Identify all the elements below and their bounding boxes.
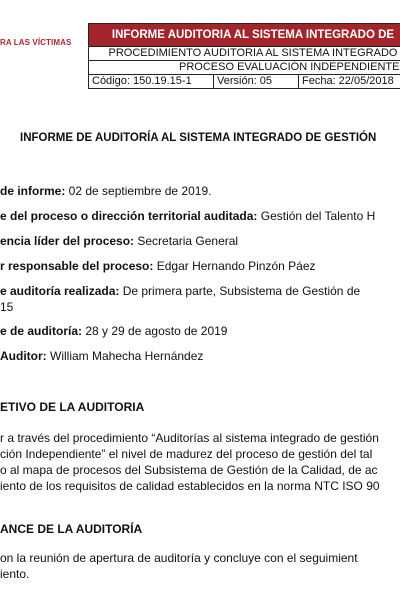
- objective-heading: ETIVO DE LA AUDITORIA: [0, 400, 145, 414]
- field-audit-type-cont: [0, 300, 13, 314]
- objective-line: r a través del procedimiento “Auditorías al sistema integrado de gestión: [0, 431, 379, 445]
- field-report-date: [0, 184, 211, 198]
- field-label: e auditoría realizada:: [0, 284, 120, 298]
- document-title: INFORME DE AUDITORÍA AL SISTEMA INTEGRADO DE GESTIÓN: [20, 132, 377, 144]
- field-auditor: [0, 349, 203, 363]
- field-value: 02 de septiembre de 2019.: [65, 184, 212, 198]
- field-value: Gestión del Talento H: [257, 209, 376, 223]
- field-label: e de auditoría:: [0, 324, 83, 338]
- header-date: Fecha: 22/05/2018: [299, 75, 400, 89]
- field-process: [0, 209, 375, 223]
- field-process-owner: [0, 259, 316, 273]
- field-label: e del proceso o dirección territorial auditada:: [0, 209, 258, 223]
- document-header-table: [88, 23, 400, 89]
- header-version: Versión: 05: [214, 75, 299, 89]
- field-audit-dates: [0, 324, 227, 338]
- objective-line: o al mapa de procesos del Subsistema de Gestión de la Calidad, de ac: [0, 463, 378, 477]
- header-code: Código: 150.19.15-1: [89, 75, 214, 89]
- field-value: De primera parte, Subsistema de Gestión de: [119, 284, 361, 298]
- field-value: William Mahecha Hernández: [46, 349, 204, 363]
- field-label: encia líder del proceso:: [0, 234, 135, 248]
- scope-line: iento.: [0, 567, 30, 581]
- field-value: Edgar Hernando Pinzón Páez: [153, 259, 316, 273]
- scope-heading: ANCE DE LA AUDITORÍA: [0, 522, 143, 536]
- field-audit-type: [0, 284, 360, 298]
- field-label: r responsable del proceso:: [0, 259, 154, 273]
- scope-line: on la reunión de apertura de auditoría y concluye con el seguimient: [0, 551, 358, 565]
- field-label: de informe:: [0, 184, 66, 198]
- field-label: Auditor:: [0, 349, 47, 363]
- field-value: Secretaria General: [134, 234, 239, 248]
- logo-text: RA LAS VÍCTIMAS: [0, 38, 72, 47]
- field-lead-dependency: [0, 234, 238, 248]
- field-value: 15: [0, 300, 14, 314]
- objective-line: iento de los requisitos de calidad establecidos en la norma NTC ISO 90: [0, 479, 380, 493]
- header-process: PROCESO EVALUACIÓN INDEPENDIENTE: [89, 61, 400, 75]
- field-value: 28 y 29 de agosto de 2019: [82, 324, 228, 338]
- header-title: INFORME AUDITORIA AL SISTEMA INTEGRADO DE: [89, 24, 400, 47]
- objective-line: ción Independiente” el nivel de madurez del proceso de gestión del tal: [0, 447, 373, 461]
- header-procedure: PROCEDIMIENTO AUDITORIA AL SISTEMA INTEGRADO: [89, 47, 400, 61]
